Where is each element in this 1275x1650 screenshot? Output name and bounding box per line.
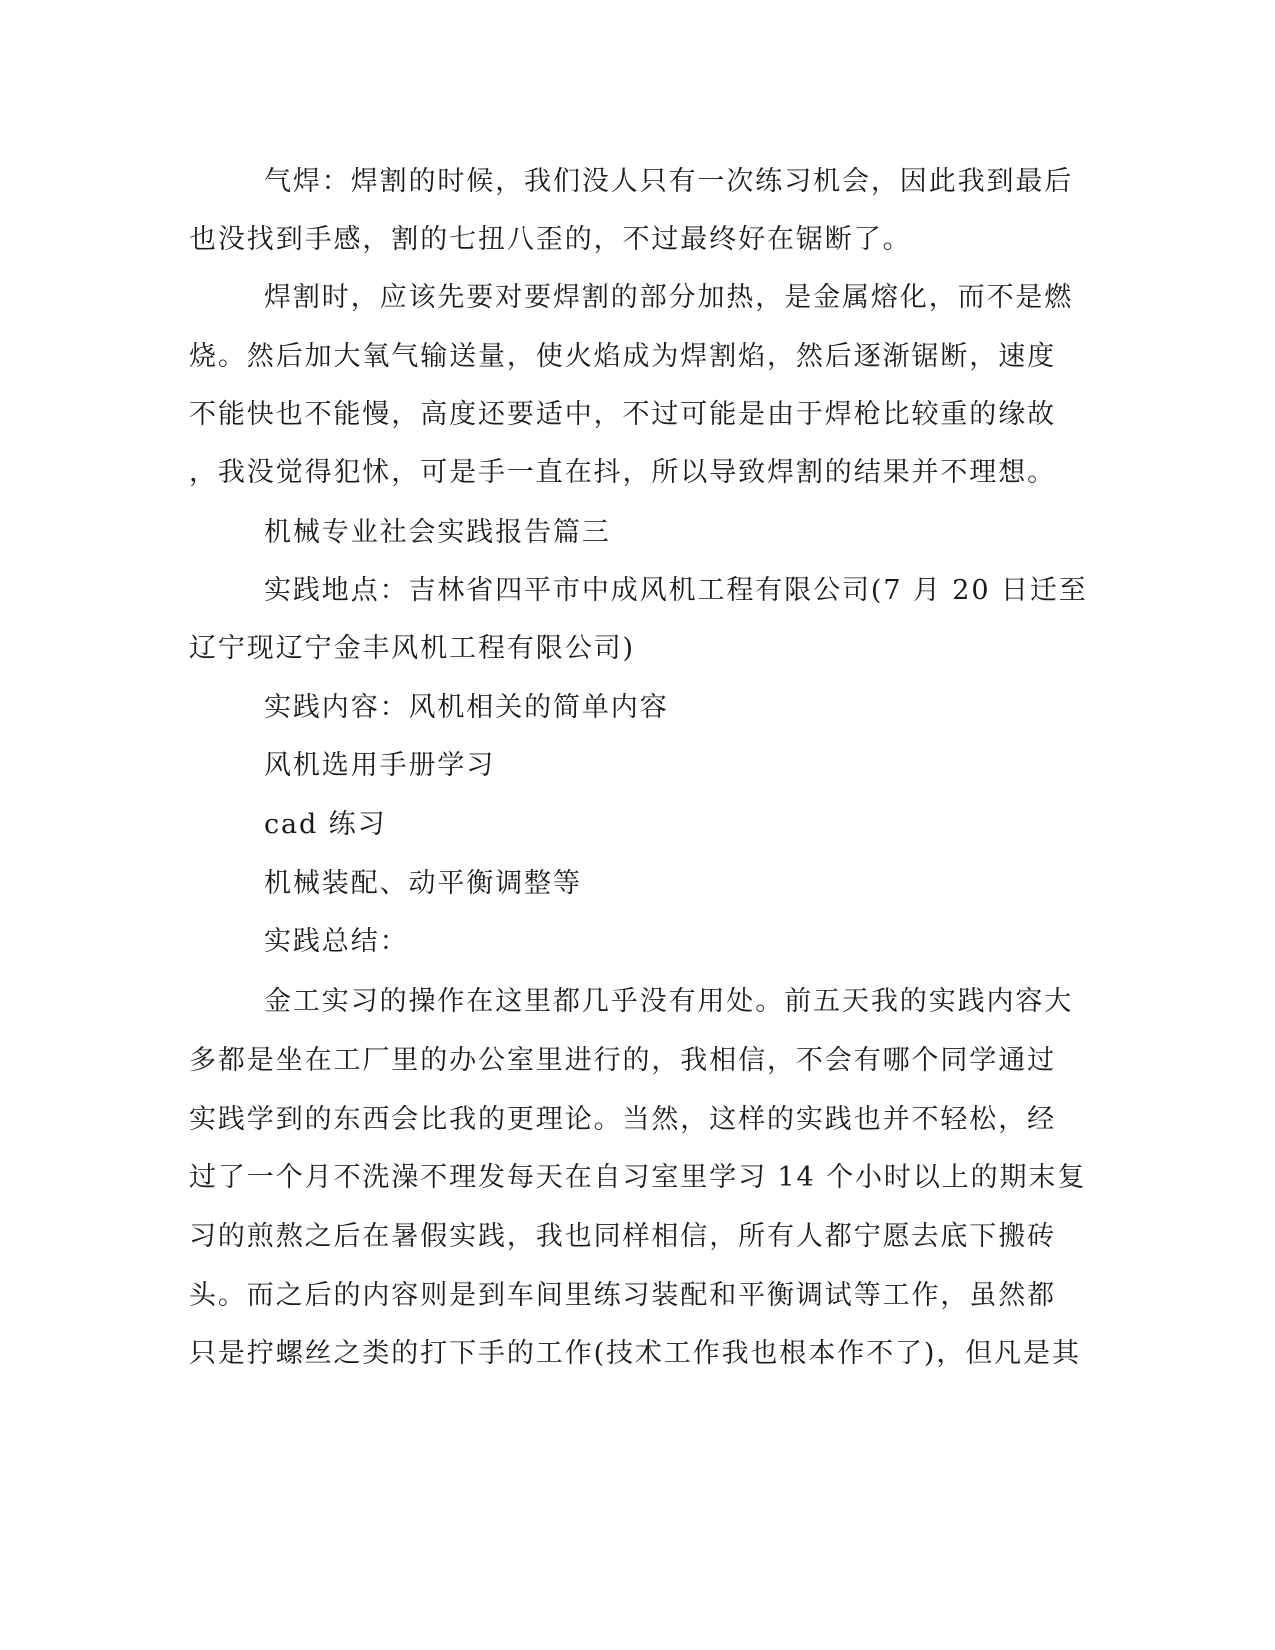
paragraph-cutting-line-4 <box>0 453 1275 493</box>
text-line: 不能快也不能慢，高度还要适中，不过可能是由于焊枪比较重的缘故 <box>189 399 1056 430</box>
text-line: 实践地点：吉林省四平市中成风机工程有限公司(7 月 20 日迁至 <box>264 575 1088 606</box>
text-line: 机械装配、动平衡调整等 <box>264 868 582 899</box>
summary-paragraph-line-2 <box>0 1041 1275 1081</box>
section-heading <box>0 513 1275 553</box>
practice-item-manual <box>0 746 1275 786</box>
text-line: 只是拧螺丝之类的打下手的工作(技术工作我也根本作不了)，但凡是其 <box>189 1338 1081 1369</box>
summary-paragraph-line-4 <box>0 1158 1275 1198</box>
practice-item-cad <box>0 805 1275 845</box>
text-line: cad 练习 <box>264 809 387 840</box>
summary-paragraph-line-6 <box>0 1276 1275 1316</box>
section-heading-text: 机械专业社会实践报告篇三 <box>264 517 611 548</box>
text-line: 风机选用手册学习 <box>264 750 496 781</box>
practice-location-line-2 <box>0 629 1275 669</box>
text-line: 过了一个月不洗澡不理发每天在自习室里学习 14 个小时以上的期末复 <box>189 1162 1087 1193</box>
text-line: 多都是坐在工厂里的办公室里进行的，我相信，不会有哪个同学通过 <box>189 1045 1056 1076</box>
paragraph-gas-welding-line-1 <box>0 162 1275 202</box>
text-line: 气焊：焊割的时候，我们没人只有一次练习机会，因此我到最后 <box>264 166 1074 197</box>
paragraph-cutting-line-3 <box>0 395 1275 435</box>
text-line: 实践总结： <box>264 926 409 957</box>
summary-paragraph-line-3 <box>0 1100 1275 1140</box>
paragraph-gas-welding-line-2 <box>0 220 1275 260</box>
practice-location-line-1 <box>0 571 1275 611</box>
text-line: 实践内容：风机相关的简单内容 <box>264 692 669 723</box>
text-line: ，我没觉得犯怵，可是手一直在抖，所以导致焊割的结果并不理想。 <box>189 457 1056 488</box>
practice-item-assembly <box>0 864 1275 904</box>
summary-paragraph-line-7 <box>0 1334 1275 1374</box>
summary-paragraph-line-5 <box>0 1217 1275 1257</box>
paragraph-cutting-line-1 <box>0 278 1275 318</box>
text-line: 烧。然后加大氧气输送量，使火焰成为焊割焰，然后逐渐锯断，速度 <box>189 341 1056 372</box>
practice-content-line <box>0 688 1275 728</box>
paragraph-cutting-line-2 <box>0 337 1275 377</box>
text-line: 习的煎熬之后在暑假实践，我也同样相信，所有人都宁愿去底下搬砖 <box>189 1221 1056 1252</box>
text-line: 也没找到手感，割的七扭八歪的，不过最终好在锯断了。 <box>189 224 912 255</box>
text-line: 金工实习的操作在这里都几乎没有用处。前五天我的实践内容大 <box>264 986 1074 1017</box>
summary-paragraph-line-1 <box>0 982 1275 1022</box>
text-line: 焊割时，应该先要对要焊割的部分加热，是金属熔化，而不是燃 <box>264 282 1074 313</box>
text-line: 实践学到的东西会比我的更理论。当然，这样的实践也并不轻松，经 <box>189 1104 1056 1135</box>
text-line: 头。而之后的内容则是到车间里练习装配和平衡调试等工作，虽然都 <box>189 1280 1056 1311</box>
practice-summary-label <box>0 922 1275 962</box>
text-line: 辽宁现辽宁金丰风机工程有限公司) <box>189 633 635 664</box>
